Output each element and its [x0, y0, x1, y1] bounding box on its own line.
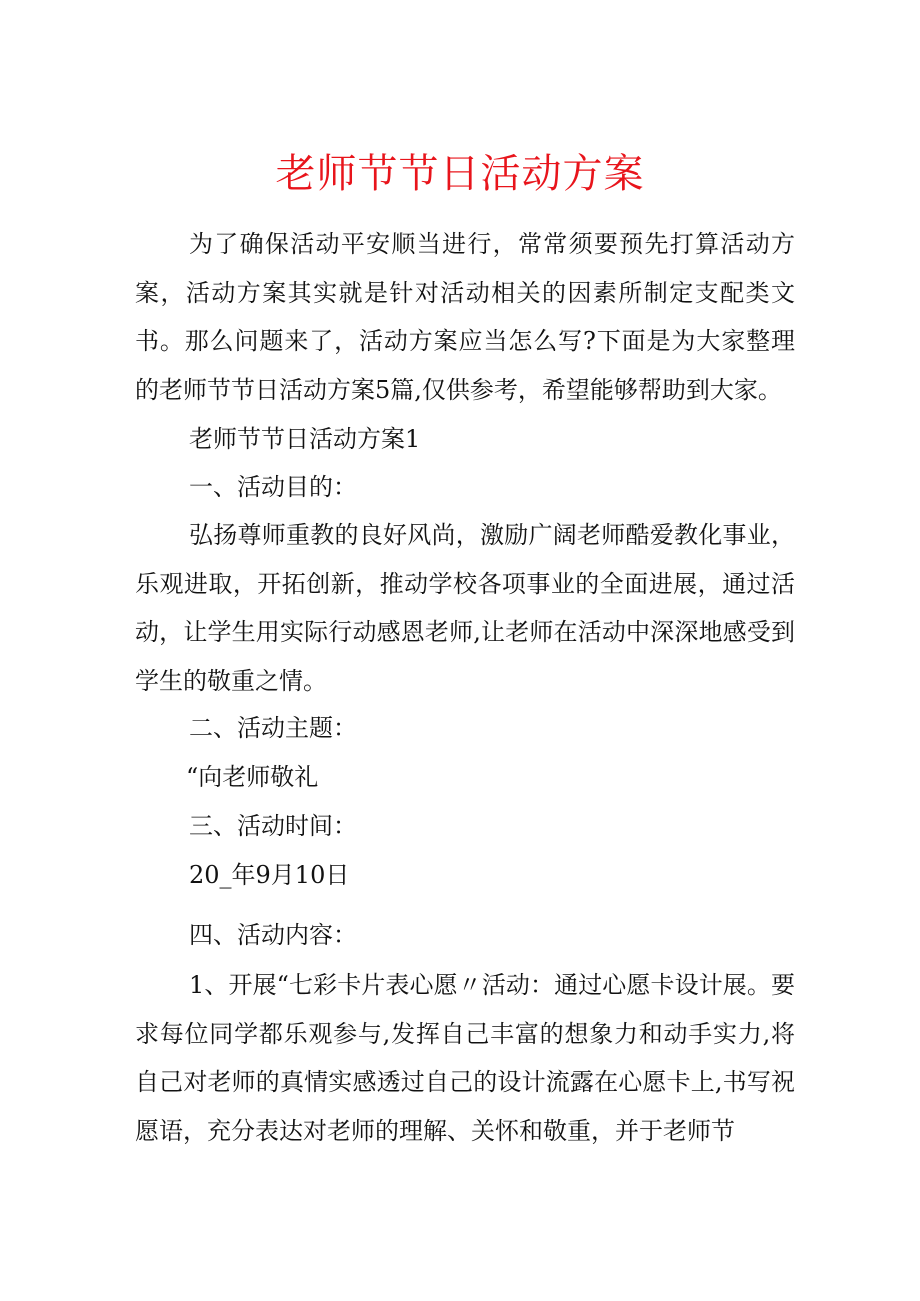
heading-content: 四、活动内容： [189, 921, 357, 949]
time-text: 20_年9月10日 [189, 861, 350, 889]
section1-title: 老师节节日活动方案1 [189, 425, 421, 453]
content-item-1: 1、开展“七彩卡片表心愿〃活动：通过心愿卡设计展。要求每位同学都乐观参与,发挥自己丰富的想象力和动手实力,将自己对老师的真情实感透过自己的设计流露在心愿卡上,书写祝愿语，充分表达对老师的理解、关怀和敬重，并于老师节 [135, 971, 795, 1145]
purpose-paragraph: 弘扬尊师重教的良好风尚，激励广阔老师酷爱教化事业，乐观进取，开拓创新，推动学校各项事业的全面进展，通过活动，让学生用实际行动感恩老师,让老师在活动中深深地感受到学生的敬重之情。 [135, 521, 795, 695]
heading-purpose: 一、活动目的： [189, 473, 357, 501]
theme-text: “向老师敬礼 [186, 763, 319, 791]
document-title: 老师节节日活动方案 [275, 151, 645, 197]
intro-paragraph: 为了确保活动平安顺当进行，常常须要预先打算活动方案，活动方案其实就是针对活动相关的因素所制定支配类文书。那么问题来了，活动方案应当怎么写?下面是为大家整理的老师节节日活动方案5篇,仅供参考，希望能够帮助到大家。 [135, 230, 795, 404]
heading-theme: 二、活动主题： [189, 714, 357, 742]
heading-time: 三、活动时间： [189, 812, 357, 840]
